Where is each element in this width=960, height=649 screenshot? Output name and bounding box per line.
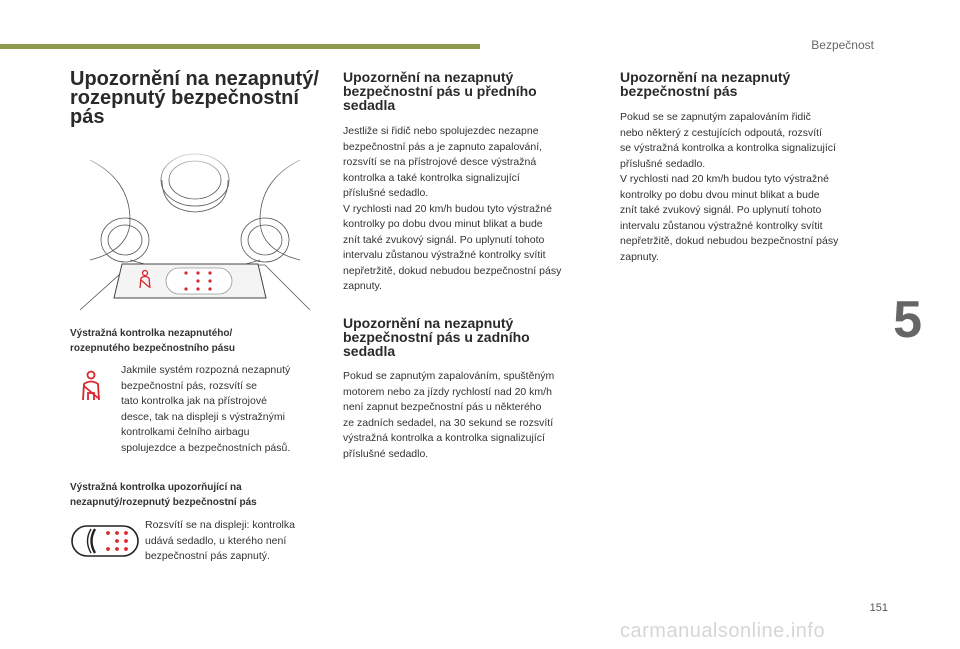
caption-belt-warning: Výstražná kontrolka nezapnutého/ rozepnutého bezpečnostního pásu (70, 328, 236, 354)
header-accent-bar (0, 44, 480, 49)
page-number: 151 (869, 602, 888, 614)
seat-indicator-description: Rozsvítí se na displeji: kontrolka udává sedadlo, u kterého není bezpečnostní pás zapnutý. (145, 519, 295, 562)
front-seat-heading: Upozornění na nezapnutý bezpečnostní pás u předního sedadla (343, 69, 537, 113)
seat-belt-warning-icon (80, 370, 102, 402)
rear-seat-text: Pokud se zapnutým zapalováním, spuštěným motorem nebo za jízdy rychlostí nad 20 km/h není zapnut bezpečnostní pás u některého ze zadních sedadel, na 30 sekund se rozsvítí výstražná kontrolka a kontrolka signalizující příslušné sedadlo. (343, 370, 555, 460)
section-label: Bezpečnost (811, 38, 874, 52)
watermark: carmanualsonline.info (620, 620, 826, 642)
unbuckled-heading: Upozornění na nezapnutý bezpečnostní pás (620, 69, 791, 99)
seat-indicator-display-icon (71, 525, 139, 557)
caption-seat-indicator: Výstražná kontrolka upozorňující na nezapnutý/rozepnutý bezpečnostní pás (70, 482, 257, 508)
rear-seat-heading: Upozornění na nezapnutý bezpečnostní pás u zadního sedadla (343, 315, 530, 359)
main-title: Upozornění na nezapnutý/ rozepnutý bezpečnostní pás (70, 68, 319, 128)
front-seat-text: Jestliže si řidič nebo spolujezdec nezapne bezpečnostní pás a je zapnuto zapalování, rozsvítí se na přístrojové desce výstražná kontrolka a také kontrolka signalizující příslušné sedadlo. V rychlosti nad 20 km/h budou tyto výstražné kontrolky po dobu dvou minut blikat a bude znít také zvukový signál. Po uplynutí tohoto intervalu zůstanou výstražné kontrolky svítit nepřetržitě, dokud nebudou bezpečnostní pásy zapnuty. (343, 125, 562, 292)
dashboard-illustration (70, 140, 320, 318)
chapter-number: 5 (893, 291, 922, 349)
belt-warning-description: Jakmile systém rozpozná nezapnutý bezpečnostní pás, rozsvítí se tato kontrolka jak na přístrojové desce, tak na displeji s výstražnými kontrolkami čelního airbagu spolujezdce a bezpečnostních pásů. (121, 364, 291, 454)
unbuckled-text: Pokud se se zapnutým zapalováním řidič nebo některý z cestujících odpoutá, rozsvítí se výstražná kontrolka a kontrolka signalizující příslušné sedadlo. V rychlosti nad 20 km/h budou tyto výstražné kontrolky po dobu dvou minut blikat a bude znít také zvukový signál. Po uplynutí tohoto intervalu zůstanou výstražné kontrolky svítit nepřetržitě, dokud nebudou bezpečnostní pásy zapnuty. (620, 111, 839, 263)
